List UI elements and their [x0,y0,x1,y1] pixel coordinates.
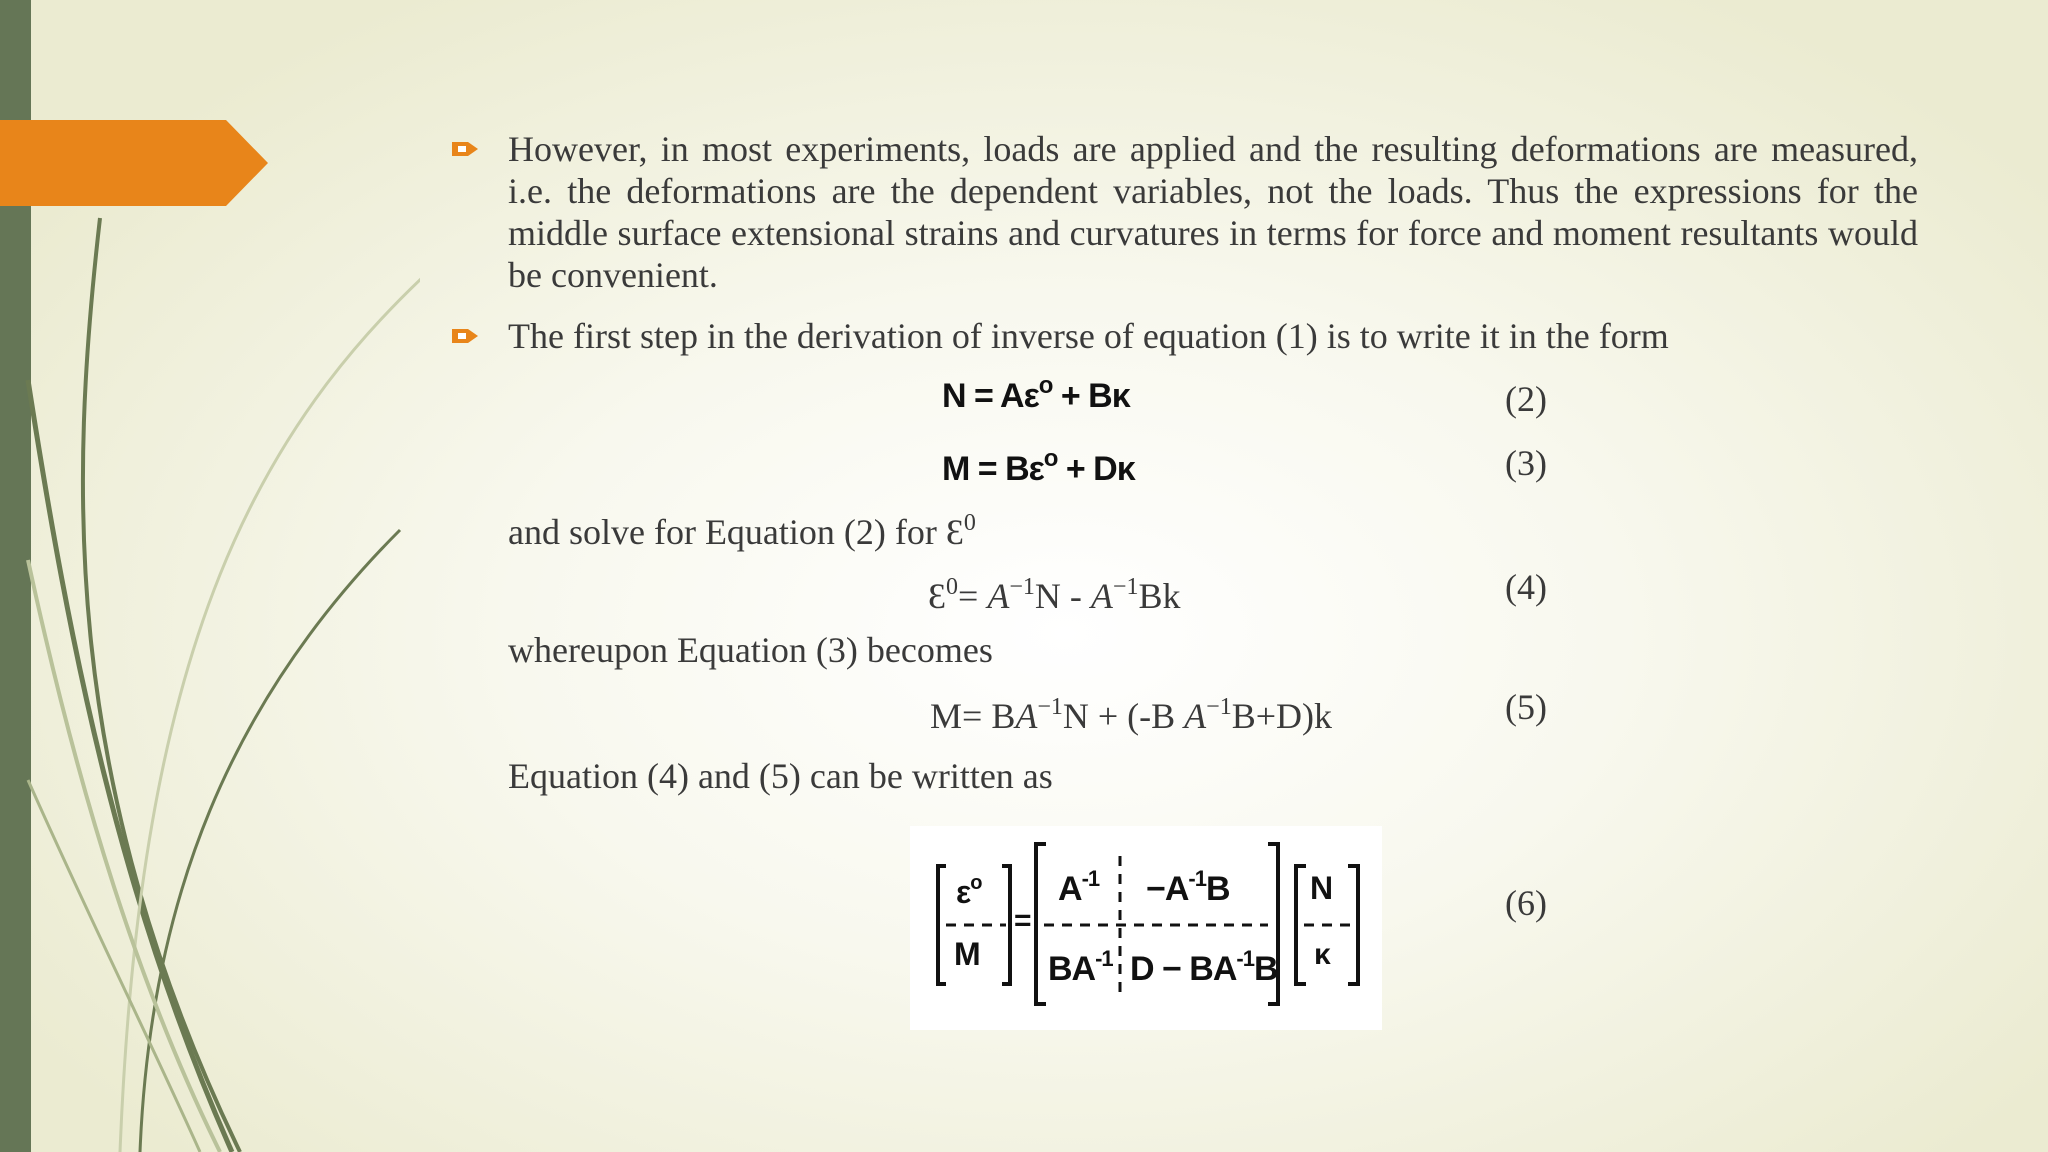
matrix-equation-6 [910,826,1382,1030]
matrix-rhs-bottom: κ [1314,938,1330,971]
matrix-lhs-bottom: M [954,936,980,972]
equation-number-4: (4) [1505,567,1547,607]
bullet-paragraph-1: However, in most experiments, loads are applied and the resulting deformations are measured, i.e. the deformations are the dependent variables, not the loads. Thus the expressions for the middle surface extensional strains and curvatures in terms for force and moment resultants would be convenient. [508,129,1918,295]
bullet-arrow-icon [452,140,480,158]
matrix-cell-d-minus-term: $D - BA^{-1}B$ [1130,946,1278,988]
written-as-text: Equation (4) and (5) can be written as [508,756,1053,796]
equation-5: $M= BA^{-1}N + (-B$ $A^{-1}B+D)k$ [930,694,1333,736]
whereupon-text: whereupon Equation (3) becomes [508,630,993,670]
equation-3: $M = B\varepsilon^o + D\kappa$ [942,445,1135,488]
matrix-rhs-top: N [1310,870,1333,906]
solve-text: and solve for Equation (2) for $Ɛ^0$ [508,510,976,552]
title-arrow-tab [0,120,270,206]
equation-number-5: (5) [1505,687,1547,727]
equation-number-6: (6) [1505,883,1547,923]
matrix-cell-b-a-inverse: $BA^{-1}$ [1048,946,1113,988]
equation-number-2: (2) [1505,379,1547,419]
equation-number-3: (3) [1505,443,1547,483]
matrix-cell-neg-a-inverse-b: $-A^{-1}B$ [1146,866,1230,908]
equation-4: $Ɛ^0= A^{-1}N - A^{-1}Bk$ [928,574,1181,616]
matrix-equal-sign: = [1014,904,1031,937]
matrix-brackets [910,826,1382,1030]
bullet-paragraph-2: The first step in the derivation of inverse of equation (1) is to write it in the form [508,316,1669,356]
matrix-lhs-top: $\varepsilon^o$ [956,872,982,910]
equation-2: $N = A\varepsilon^o + B\kappa$ [942,372,1130,415]
matrix-cell-a-inverse: $A^{-1}$ [1058,866,1100,908]
bullet-arrow-icon [452,327,480,345]
